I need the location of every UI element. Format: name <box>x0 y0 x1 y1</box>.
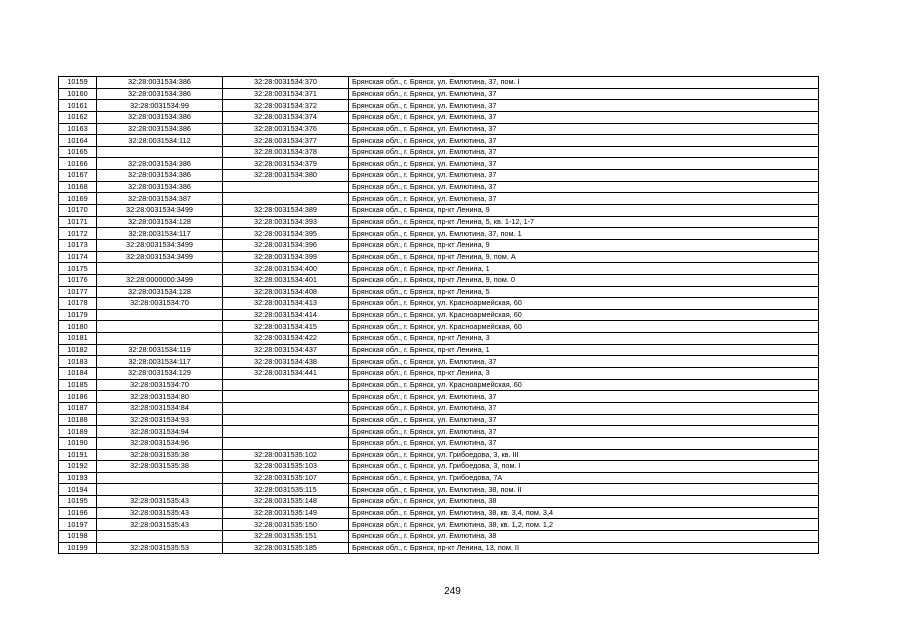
parent-cadastral-number-cell: 32:28:0031534:112 <box>97 135 223 147</box>
row-number-cell: 10165 <box>59 146 97 158</box>
table-row <box>59 530 819 542</box>
address-cell: Брянская обл., г. Брянск, ул. Красноармейская, 60 <box>349 321 819 333</box>
cadastral-number-cell: 32:28:0031534:422 <box>223 333 349 345</box>
row-number-cell: 10198 <box>59 530 97 542</box>
table-row <box>59 274 819 286</box>
table-row <box>59 356 819 368</box>
table-row <box>59 228 819 240</box>
row-number-cell: 10169 <box>59 193 97 205</box>
table-row <box>59 449 819 461</box>
cadastral-number-cell: 32:28:0031535:151 <box>223 530 349 542</box>
cadastral-number-cell: 32:28:0031534:393 <box>223 216 349 228</box>
address-cell: Брянская обл., г. Брянск, ул. Емлютина, 38 <box>349 496 819 508</box>
row-number-cell: 10196 <box>59 507 97 519</box>
row-number-cell: 10186 <box>59 391 97 403</box>
cadastral-number-cell: 32:28:0031534:399 <box>223 251 349 263</box>
row-number-cell: 10188 <box>59 414 97 426</box>
address-cell: Брянская обл., г. Брянск, ул. Емлютина, 37 <box>349 414 819 426</box>
table-row <box>59 414 819 426</box>
address-cell: Брянская обл., г. Брянск, ул. Емлютина, 37 <box>349 135 819 147</box>
parent-cadastral-number-cell <box>97 472 223 484</box>
table-row <box>59 519 819 531</box>
row-number-cell: 10199 <box>59 542 97 554</box>
row-number-cell: 10189 <box>59 426 97 438</box>
row-number-cell: 10170 <box>59 205 97 217</box>
parent-cadastral-number-cell: 32:28:0031535:38 <box>97 461 223 473</box>
row-number-cell: 10163 <box>59 123 97 135</box>
address-cell: Брянская обл., г. Брянск, пр-кт Ленина, 9, пом. А <box>349 251 819 263</box>
cadastral-number-cell: 32:28:0031535:107 <box>223 472 349 484</box>
cadastral-number-cell: 32:28:0031534:401 <box>223 274 349 286</box>
table-row <box>59 263 819 275</box>
parent-cadastral-number-cell: 32:28:0031534:96 <box>97 437 223 449</box>
row-number-cell: 10160 <box>59 88 97 100</box>
parent-cadastral-number-cell <box>97 146 223 158</box>
address-cell: Брянская обл., г. Брянск, ул. Грибоедова, 3, кв. III <box>349 449 819 461</box>
cadastral-number-cell: 32:28:0031534:370 <box>223 77 349 89</box>
cadastral-number-cell <box>223 426 349 438</box>
row-number-cell: 10178 <box>59 298 97 310</box>
row-number-cell: 10162 <box>59 111 97 123</box>
cadastral-number-cell: 32:28:0031534:395 <box>223 228 349 240</box>
parent-cadastral-number-cell: 32:28:0031534:80 <box>97 391 223 403</box>
table-row <box>59 496 819 508</box>
cadastral-number-cell: 32:28:0031535:102 <box>223 449 349 461</box>
table-row <box>59 193 819 205</box>
table-row <box>59 298 819 310</box>
row-number-cell: 10182 <box>59 344 97 356</box>
cadastral-number-cell <box>223 402 349 414</box>
table-row <box>59 286 819 298</box>
parent-cadastral-number-cell: 32:28:0031534:128 <box>97 286 223 298</box>
row-number-cell: 10190 <box>59 437 97 449</box>
address-cell: Брянская обл., г. Брянск, ул. Емлютина, 37 <box>349 100 819 112</box>
table-row <box>59 146 819 158</box>
cadastral-number-cell: 32:28:0031534:371 <box>223 88 349 100</box>
address-cell: Брянская обл., г. Брянск, ул. Емлютина, 37 <box>349 356 819 368</box>
address-cell: Брянская обл., г. Брянск, ул. Емлютина, 38, пом. II <box>349 484 819 496</box>
address-cell: Брянская обл., г. Брянск, ул. Емлютина, 37 <box>349 181 819 193</box>
cadastral-number-cell: 32:28:0031534:378 <box>223 146 349 158</box>
parent-cadastral-number-cell: 32:28:0031535:38 <box>97 449 223 461</box>
address-cell: Брянская обл., г. Брянск, ул. Емлютина, 37 <box>349 111 819 123</box>
address-cell: Брянская обл., г. Брянск, ул. Красноармейская, 60 <box>349 309 819 321</box>
table-row <box>59 251 819 263</box>
parent-cadastral-number-cell: 32:28:0000000:3499 <box>97 274 223 286</box>
cadastral-number-cell: 32:28:0031535:185 <box>223 542 349 554</box>
parent-cadastral-number-cell <box>97 309 223 321</box>
table-row <box>59 391 819 403</box>
table-row <box>59 321 819 333</box>
parent-cadastral-number-cell: 32:28:0031534:128 <box>97 216 223 228</box>
table-row <box>59 402 819 414</box>
parent-cadastral-number-cell: 32:28:0031535:53 <box>97 542 223 554</box>
cadastral-number-cell <box>223 414 349 426</box>
table-row <box>59 111 819 123</box>
parent-cadastral-number-cell <box>97 333 223 345</box>
parent-cadastral-number-cell: 32:28:0031534:70 <box>97 298 223 310</box>
cadastral-number-cell: 32:28:0031534:415 <box>223 321 349 333</box>
cadastral-number-cell <box>223 181 349 193</box>
table-row <box>59 239 819 251</box>
address-cell: Брянская обл., г. Брянск, пр-кт Ленина, 1 <box>349 344 819 356</box>
row-number-cell: 10174 <box>59 251 97 263</box>
parent-cadastral-number-cell: 32:28:0031534:84 <box>97 402 223 414</box>
address-cell: Брянская обл., г. Брянск, ул. Емлютина, 37 <box>349 88 819 100</box>
address-cell: Брянская обл., г. Брянск, ул. Емлютина, 37 <box>349 402 819 414</box>
table-row <box>59 100 819 112</box>
parent-cadastral-number-cell: 32:28:0031535:43 <box>97 496 223 508</box>
parent-cadastral-number-cell: 32:28:0031534:386 <box>97 77 223 89</box>
address-cell: Брянская обл., г. Брянск, ул. Емлютина, 37 <box>349 146 819 158</box>
cadastral-number-cell: 32:28:0031535:115 <box>223 484 349 496</box>
parent-cadastral-number-cell: 32:28:0031534:70 <box>97 379 223 391</box>
row-number-cell: 10183 <box>59 356 97 368</box>
address-cell: Брянская обл., г. Брянск, ул. Емлютина, 37, пом. I <box>349 77 819 89</box>
row-number-cell: 10187 <box>59 402 97 414</box>
address-cell: Брянская обл., г. Брянск, пр-кт Ленина, 13, пом. II <box>349 542 819 554</box>
row-number-cell: 10197 <box>59 519 97 531</box>
cadastral-number-cell <box>223 379 349 391</box>
table-row <box>59 426 819 438</box>
parent-cadastral-number-cell: 32:28:0031534:387 <box>97 193 223 205</box>
row-number-cell: 10167 <box>59 170 97 182</box>
row-number-cell: 10173 <box>59 239 97 251</box>
cadastral-table <box>58 76 819 554</box>
row-number-cell: 10181 <box>59 333 97 345</box>
cadastral-number-cell: 32:28:0031534:413 <box>223 298 349 310</box>
cadastral-table-body <box>59 77 819 554</box>
cadastral-number-cell: 32:28:0031534:377 <box>223 135 349 147</box>
cadastral-number-cell: 32:28:0031534:437 <box>223 344 349 356</box>
cadastral-number-cell: 32:28:0031534:380 <box>223 170 349 182</box>
parent-cadastral-number-cell: 32:28:0031534:3499 <box>97 239 223 251</box>
address-cell: Брянская обл., г. Брянск, пр-кт Ленина, 9 <box>349 205 819 217</box>
parent-cadastral-number-cell <box>97 263 223 275</box>
parent-cadastral-number-cell: 32:28:0031534:386 <box>97 88 223 100</box>
table-row <box>59 472 819 484</box>
row-number-cell: 10171 <box>59 216 97 228</box>
parent-cadastral-number-cell: 32:28:0031534:93 <box>97 414 223 426</box>
parent-cadastral-number-cell: 32:28:0031535:43 <box>97 507 223 519</box>
page-number: 249 <box>444 586 461 597</box>
address-cell: Брянская обл., г. Брянск, ул. Грибоедова, 3, пом. I <box>349 461 819 473</box>
parent-cadastral-number-cell: 32:28:0031534:386 <box>97 111 223 123</box>
parent-cadastral-number-cell <box>97 321 223 333</box>
address-cell: Брянская обл., г. Брянск, ул. Емлютина, 37, пом. 1 <box>349 228 819 240</box>
cadastral-number-cell: 32:28:0031534:376 <box>223 123 349 135</box>
cadastral-number-cell: 32:28:0031534:438 <box>223 356 349 368</box>
cadastral-number-cell: 32:28:0031534:400 <box>223 263 349 275</box>
table-row <box>59 379 819 391</box>
cadastral-number-cell: 32:28:0031535:150 <box>223 519 349 531</box>
table-row <box>59 309 819 321</box>
table-row <box>59 461 819 473</box>
row-number-cell: 10192 <box>59 461 97 473</box>
cadastral-number-cell: 32:28:0031535:148 <box>223 496 349 508</box>
address-cell: Брянская обл., г. Брянск, ул. Емлютина, 37 <box>349 193 819 205</box>
address-cell: Брянская обл., г. Брянск, пр-кт Ленина, 9 <box>349 239 819 251</box>
row-number-cell: 10193 <box>59 472 97 484</box>
row-number-cell: 10179 <box>59 309 97 321</box>
table-row <box>59 507 819 519</box>
table-row <box>59 170 819 182</box>
row-number-cell: 10180 <box>59 321 97 333</box>
parent-cadastral-number-cell: 32:28:0031534:386 <box>97 158 223 170</box>
address-cell: Брянская обл., г. Брянск, пр-кт Ленина, 3 <box>349 368 819 380</box>
address-cell: Брянская обл., г. Брянск, ул. Емлютина, 38, кв. 1,2, пом. 1,2 <box>349 519 819 531</box>
parent-cadastral-number-cell: 32:28:0031534:117 <box>97 228 223 240</box>
cadastral-number-cell <box>223 391 349 403</box>
row-number-cell: 10194 <box>59 484 97 496</box>
table-row <box>59 344 819 356</box>
cadastral-number-cell <box>223 193 349 205</box>
address-cell: Брянская обл., г. Брянск, ул. Емлютина, 37 <box>349 123 819 135</box>
cadastral-number-cell: 32:28:0031535:149 <box>223 507 349 519</box>
cadastral-number-cell: 32:28:0031535:103 <box>223 461 349 473</box>
table-row <box>59 216 819 228</box>
row-number-cell: 10184 <box>59 368 97 380</box>
table-row <box>59 135 819 147</box>
cadastral-number-cell: 32:28:0031534:414 <box>223 309 349 321</box>
parent-cadastral-number-cell <box>97 484 223 496</box>
address-cell: Брянская обл., г. Брянск, пр-кт Ленина, 5, кв. 1-12, 1-7 <box>349 216 819 228</box>
address-cell: Брянская обл., г. Брянск, пр-кт Ленина, 5 <box>349 286 819 298</box>
cadastral-number-cell: 32:28:0031534:372 <box>223 100 349 112</box>
table-row <box>59 205 819 217</box>
address-cell: Брянская обл., г. Брянск, ул. Грибоедова, 7А <box>349 472 819 484</box>
address-cell: Брянская обл., г. Брянск, ул. Емлютина, 37 <box>349 170 819 182</box>
address-cell: Брянская обл., г. Брянск, ул. Емлютина, 37 <box>349 391 819 403</box>
cadastral-number-cell: 32:28:0031534:389 <box>223 205 349 217</box>
address-cell: Брянская обл., г. Брянск, ул. Емлютина, 37 <box>349 437 819 449</box>
parent-cadastral-number-cell: 32:28:0031534:386 <box>97 123 223 135</box>
address-cell: Брянская обл., г. Брянск, ул. Емлютина, 38, кв. 3,4, пом. 3,4 <box>349 507 819 519</box>
address-cell: Брянская обл., г. Брянск, ул. Емлютина, 38 <box>349 530 819 542</box>
table-row <box>59 542 819 554</box>
row-number-cell: 10177 <box>59 286 97 298</box>
cadastral-number-cell: 32:28:0031534:396 <box>223 239 349 251</box>
cadastral-number-cell: 32:28:0031534:441 <box>223 368 349 380</box>
address-cell: Брянская обл., г. Брянск, ул. Красноармейская, 60 <box>349 379 819 391</box>
parent-cadastral-number-cell: 32:28:0031534:117 <box>97 356 223 368</box>
address-cell: Брянская обл., г. Брянск, ул. Емлютина, 37 <box>349 426 819 438</box>
parent-cadastral-number-cell: 32:28:0031535:43 <box>97 519 223 531</box>
row-number-cell: 10191 <box>59 449 97 461</box>
row-number-cell: 10166 <box>59 158 97 170</box>
table-row <box>59 181 819 193</box>
row-number-cell: 10185 <box>59 379 97 391</box>
row-number-cell: 10195 <box>59 496 97 508</box>
cadastral-number-cell: 32:28:0031534:379 <box>223 158 349 170</box>
table-row <box>59 88 819 100</box>
table-row <box>59 484 819 496</box>
table-row <box>59 333 819 345</box>
cadastral-number-cell: 32:28:0031534:408 <box>223 286 349 298</box>
parent-cadastral-number-cell: 32:28:0031534:94 <box>97 426 223 438</box>
cadastral-number-cell: 32:28:0031534:374 <box>223 111 349 123</box>
parent-cadastral-number-cell <box>97 530 223 542</box>
row-number-cell: 10159 <box>59 77 97 89</box>
row-number-cell: 10161 <box>59 100 97 112</box>
table-row <box>59 368 819 380</box>
parent-cadastral-number-cell: 32:28:0031534:129 <box>97 368 223 380</box>
row-number-cell: 10164 <box>59 135 97 147</box>
table-row <box>59 123 819 135</box>
row-number-cell: 10176 <box>59 274 97 286</box>
table-row <box>59 77 819 89</box>
cadastral-number-cell <box>223 437 349 449</box>
table-row <box>59 158 819 170</box>
row-number-cell: 10172 <box>59 228 97 240</box>
row-number-cell: 10168 <box>59 181 97 193</box>
address-cell: Брянская обл., г. Брянск, пр-кт Ленина, 1 <box>349 263 819 275</box>
address-cell: Брянская обл., г. Брянск, ул. Емлютина, 37 <box>349 158 819 170</box>
parent-cadastral-number-cell: 32:28:0031534:3499 <box>97 251 223 263</box>
address-cell: Брянская обл., г. Брянск, пр-кт Ленина, 3 <box>349 333 819 345</box>
parent-cadastral-number-cell: 32:28:0031534:386 <box>97 170 223 182</box>
parent-cadastral-number-cell: 32:28:0031534:119 <box>97 344 223 356</box>
address-cell: Брянская обл., г. Брянск, ул. Красноармейская, 60 <box>349 298 819 310</box>
address-cell: Брянская обл., г. Брянск, пр-кт Ленина, 9, пом. 0 <box>349 274 819 286</box>
parent-cadastral-number-cell: 32:28:0031534:3499 <box>97 205 223 217</box>
table-row <box>59 437 819 449</box>
row-number-cell: 10175 <box>59 263 97 275</box>
parent-cadastral-number-cell: 32:28:0031534:386 <box>97 181 223 193</box>
parent-cadastral-number-cell: 32:28:0031534:99 <box>97 100 223 112</box>
